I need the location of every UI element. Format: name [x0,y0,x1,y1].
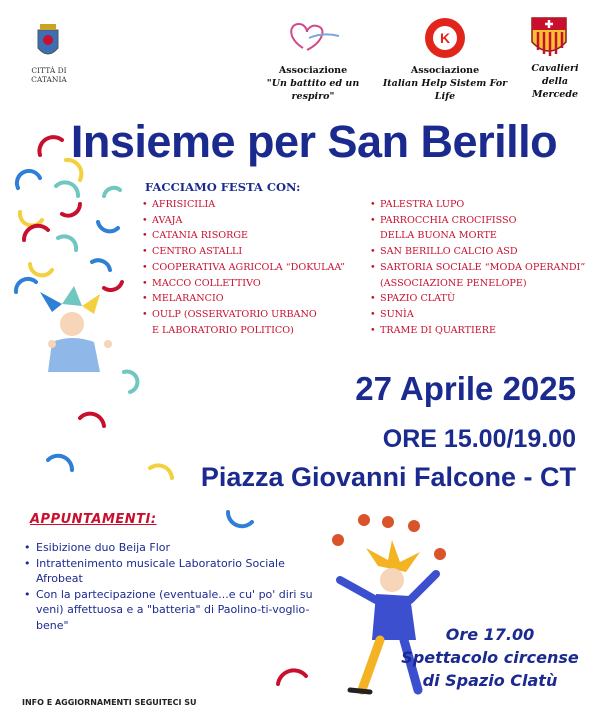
association-title: Cavalieri [531,63,579,74]
list-item: (ASSOCIAZIONE PENELOPE) [380,277,527,289]
association-title: Associazione [410,65,480,76]
event-hours: ORE 15.00/19.00 [382,425,576,453]
show-time: Ore 17.00 [445,625,535,644]
list-item: • Esibizione duo Beija Flor [22,540,322,556]
logo2-badge: K [439,30,451,46]
show-line1: Spettacolo circense [401,648,579,667]
footer-info: INFO E AGGIORNAMENTI SEGUITECI SU [22,698,197,707]
catania-crest-icon [34,22,62,62]
appuntamenti-list [22,540,322,633]
list-item: • SUNÌA [370,307,585,323]
list-item: • SPAZIO CLATÙ [370,291,585,307]
association-cavalieri [522,62,588,101]
list-item: E LABORATORIO POLITICO) [152,324,294,336]
event-date: 27 Aprile 2025 [355,370,576,407]
list-item: • OULP (OSSERVATORIO URBANO [142,307,345,323]
cavalieri-shield-icon [530,16,568,60]
list-item: • MACCO COLLETTIVO [142,276,345,292]
association-subtitle: Italian Help Sistem For Life [382,78,508,102]
list-item: • AVAJA [142,213,345,229]
association-title: Associazione [278,65,348,76]
list-item: • PALESTRA LUPO [370,197,585,213]
heart-logo-icon [283,18,341,56]
list-item: • MELARANCIO [142,291,345,307]
list-item: • PARROCCHIA CROCIFISSO [370,213,585,229]
circus-show-info [395,623,585,692]
city-name: CITTÀ DI CATANIA [31,66,67,84]
show-line2: di Spazio Clatù [422,671,558,690]
jester-left-illustration [40,286,112,372]
partners-left-list [142,197,345,338]
list-item: • SARTORIA SOCIALE “MODA OPERANDI” [370,260,585,276]
association-subtitle: della Mercede [531,76,579,100]
list-item: • CENTRO ASTALLI [142,244,345,260]
partners-right-list [370,197,585,338]
list-item: • SAN BERILLO CALCIO ASD [370,244,585,260]
page-title: Insieme per San Berillo [70,116,558,167]
list-item: • Con la partecipazione (eventuale...e cu' po' diri su veni) affettuosa e a "batteria" di Paolino-ti-voglio-bene" [22,587,322,634]
list-item: • CATANIA RISORGE [142,228,345,244]
italian-help-logo-icon [423,16,467,60]
appuntamenti-heading: APPUNTAMENTI: [30,512,157,527]
association-battito [248,64,378,103]
association-italian-help [378,64,512,103]
list-item: • COOPERATIVA AGRICOLA “DOKULAA” [142,260,345,276]
list-item: • AFRISICILIA [142,197,345,213]
list-item: • Intrattenimento musicale Laboratorio Sociale Afrobeat [22,556,322,587]
list-item: • TRAME DI QUARTIERE [370,323,585,339]
event-place: Piazza Giovanni Falcone - CT [200,462,576,492]
association-subtitle: "Un battito ed un respiro" [266,78,360,102]
festa-heading: FACCIAMO FESTA CON: [145,180,301,194]
list-item: DELLA BUONA MORTE [380,230,497,242]
